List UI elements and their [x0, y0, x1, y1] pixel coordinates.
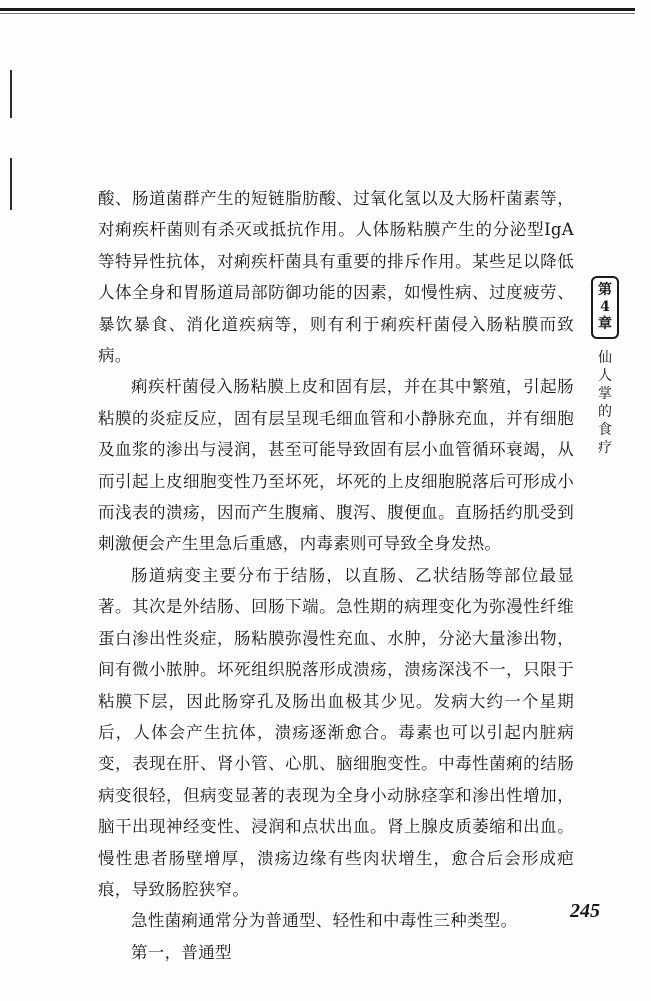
paragraph: 痢疾杆菌侵入肠粘膜上皮和固有层，并在其中繁殖，引起肠粘膜的炎症反应，固有层呈现毛细血管和小静脉充血，并有细胞及血浆的渗出与浸润，甚至可能导致固有层小血管循环衰竭，从而引起上皮细胞变性乃至坏死，坏死的上皮细胞脱落后可形成小而浅表的溃疡，因而产生腹痛、腹泻、腹便血。直肠括约肌受到刺激便会产生里急后重感，内毒素则可导致全身发热。	[98, 377, 574, 554]
chapter-side-tab	[590, 276, 620, 457]
body-text	[98, 183, 574, 968]
paragraph: 酸、肠道菌群产生的短链脂肪酸、过氧化氢以及大肠杆菌素等，对痢疾杆菌则有杀灭或抵抗作用。人体肠粘膜产生的分泌型IgA等特异性抗体，对痢疾杆菌具有重要的排斥作用。某些足以降低人体全身和胃肠道局部防御功能的因素，如慢性病、过度疲劳、暴饮暴食、消化道疾病等，则有利于痢疾杆菌侵入肠粘膜而致病。	[98, 189, 574, 366]
page-number: 245	[570, 900, 600, 922]
header-rule	[0, 8, 635, 11]
margin-mark	[10, 70, 12, 118]
chapter-label: 第4章	[591, 276, 619, 339]
margin-mark	[10, 158, 12, 210]
paragraph: 急性菌痢通常分为普通型、轻性和中毒性三种类型。	[131, 911, 518, 931]
header-rule-thin	[0, 13, 635, 14]
paragraph: 第一，普通型	[131, 942, 232, 962]
paragraph: 肠道病变主要分布于结肠，以直肠、乙状结肠等部位最显著。其次是外结肠、回肠下端。急性期的病理变化为弥漫性纤维蛋白渗出性炎症，肠粘膜弥漫性充血、水肿，分泌大量渗出物，间有微小脓肿。坏死组织脱落形成溃疡，溃疡深浅不一，只限于粘膜下层，因此肠穿孔及肠出血极其少见。发病大约一个星期后，人体会产生抗体，溃疡逐渐愈合。毒素也可以引起内脏病变，表现在肝、肾小管、心肌、脑细胞变性。中毒性菌痢的结肠病变很轻，但病变显著的表现为全身小动脉痉挛和渗出性增加，脑干出现神经变性、浸润和点状出血。肾上腺皮质萎缩和出血。慢性患者肠壁增厚，溃疡边缘有些肉状增生，愈合后会形成疤痕，导致肠腔狭窄。	[98, 565, 574, 899]
chapter-title: 仙人掌的食疗	[598, 350, 612, 456]
